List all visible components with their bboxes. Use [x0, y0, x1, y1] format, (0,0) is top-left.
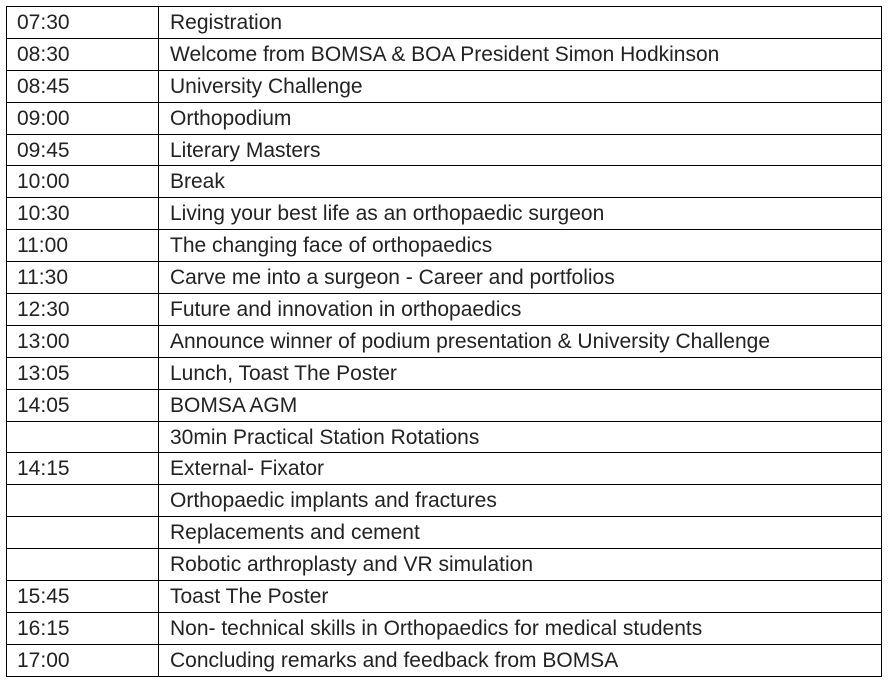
event-cell: Registration [159, 7, 882, 39]
event-cell: BOMSA AGM [159, 389, 882, 421]
event-cell: Concluding remarks and feedback from BOMSA [159, 644, 882, 676]
event-cell: Break [159, 166, 882, 198]
time-cell: 08:30 [7, 38, 159, 70]
time-cell: 10:30 [7, 198, 159, 230]
table-row [7, 134, 882, 166]
event-cell: External- Fixator [159, 453, 882, 485]
event-cell: Lunch, Toast The Poster [159, 357, 882, 389]
table-row [7, 517, 882, 549]
time-cell: 08:45 [7, 70, 159, 102]
event-cell: The changing face of orthopaedics [159, 230, 882, 262]
event-cell: Carve me into a surgeon - Career and portfolios [159, 262, 882, 294]
table-row [7, 549, 882, 581]
time-cell: 13:00 [7, 325, 159, 357]
time-cell [7, 549, 159, 581]
event-cell: Replacements and cement [159, 517, 882, 549]
event-cell: Robotic arthroplasty and VR simulation [159, 549, 882, 581]
schedule-body [7, 7, 882, 677]
table-row [7, 421, 882, 453]
table-row [7, 389, 882, 421]
time-cell: 17:00 [7, 644, 159, 676]
table-row [7, 70, 882, 102]
event-cell: 30min Practical Station Rotations [159, 421, 882, 453]
time-cell: 14:05 [7, 389, 159, 421]
table-row [7, 325, 882, 357]
table-row [7, 166, 882, 198]
time-cell: 09:00 [7, 102, 159, 134]
time-cell [7, 421, 159, 453]
table-row [7, 7, 882, 39]
event-cell: Toast The Poster [159, 581, 882, 613]
table-row [7, 262, 882, 294]
time-cell [7, 517, 159, 549]
time-cell: 11:30 [7, 262, 159, 294]
time-cell [7, 485, 159, 517]
time-cell: 09:45 [7, 134, 159, 166]
time-cell: 13:05 [7, 357, 159, 389]
time-cell: 11:00 [7, 230, 159, 262]
time-cell: 15:45 [7, 581, 159, 613]
time-cell: 10:00 [7, 166, 159, 198]
event-cell: Orthopodium [159, 102, 882, 134]
table-row [7, 644, 882, 676]
table-row [7, 38, 882, 70]
table-row [7, 294, 882, 326]
time-cell: 12:30 [7, 294, 159, 326]
event-cell: Non- technical skills in Orthopaedics for medical students [159, 612, 882, 644]
event-cell: Orthopaedic implants and fractures [159, 485, 882, 517]
time-cell: 14:15 [7, 453, 159, 485]
event-cell: University Challenge [159, 70, 882, 102]
event-cell: Announce winner of podium presentation & University Challenge [159, 325, 882, 357]
table-row [7, 485, 882, 517]
event-cell: Literary Masters [159, 134, 882, 166]
table-row [7, 102, 882, 134]
event-cell: Living your best life as an orthopaedic surgeon [159, 198, 882, 230]
event-cell: Future and innovation in orthopaedics [159, 294, 882, 326]
table-row [7, 357, 882, 389]
table-row [7, 612, 882, 644]
time-cell: 07:30 [7, 7, 159, 39]
table-row [7, 453, 882, 485]
schedule-table [6, 6, 882, 677]
event-cell: Welcome from BOMSA & BOA President Simon Hodkinson [159, 38, 882, 70]
time-cell: 16:15 [7, 612, 159, 644]
table-row [7, 198, 882, 230]
table-row [7, 581, 882, 613]
table-row [7, 230, 882, 262]
